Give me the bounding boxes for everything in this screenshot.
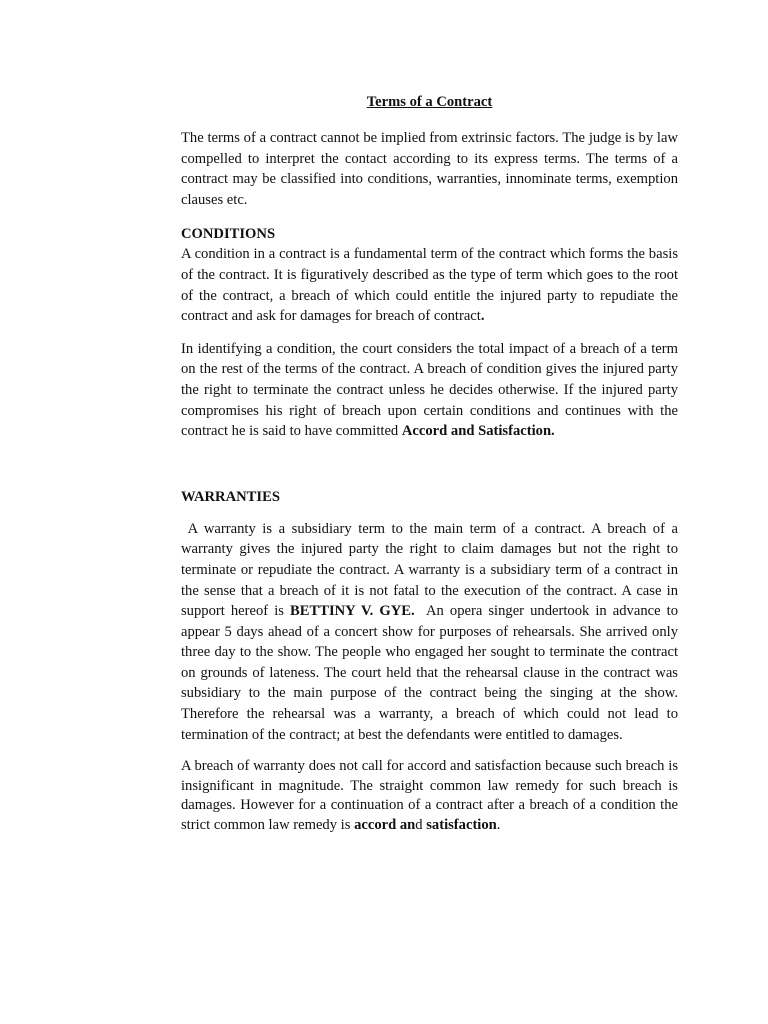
satisfaction-term: satisfaction <box>426 816 497 833</box>
warranties-p1-before: A warranty is a subsidiary term to the main term of a contract. A breach of a warranty gives the injured party the right to claim damages but not the right to terminate or repudiate the contract. A warranty is a subsidiary term of a contract in the sense that a breach of it is not fatal to the execution of the contract. A case in support hereof is <box>181 520 682 620</box>
warranties-p2-end: . <box>496 816 501 833</box>
intro-paragraph: The terms of a contract cannot be implied from extrinsic factors. The judge is by law compelled to interpret the contact according to its express terms. The terms of a contract may be classified into conditions, warranties, innominate terms, exemption clauses etc. <box>181 130 678 208</box>
conditions-paragraph-2 <box>181 339 678 442</box>
warranties-p2-mid: d <box>415 816 427 833</box>
conditions-p1-text: A condition in a contract is a fundamental term of the contract which forms the basis of the contract. It is figuratively described as the type of term which goes to the root of the contract, a breach of which could entitle the injured party to repudiate the contract and ask for damages for breach of contract <box>181 246 678 325</box>
conditions-p1-end: . <box>480 308 485 325</box>
accord-satisfaction-term: Accord and Satisfaction. <box>401 423 555 440</box>
accord-term: accord an <box>354 816 416 833</box>
document-title: Terms of a Contract <box>366 94 493 110</box>
warranties-p2-before: A breach of warranty does not call for accord and satisfaction because such breach is insignificant in magnitude. The straight common law remedy for such breach is damages. However for a continuation of a contract after a breach of a condition the strict common law remedy is <box>181 758 678 833</box>
case-name: BETTINY V. GYE. <box>290 603 415 620</box>
conditions-p2-text: In identifying a condition, the court considers the total impact of a breach of a term on the rest of the terms of the contract. A breach of condition gives the injured party the right to terminate the contract unless he decides otherwise. If the injured party compromises his right of breach upon certain conditions and continues with the contract he is said to have committed <box>181 340 678 440</box>
document-page <box>181 92 682 835</box>
warranties-paragraph-1 <box>181 519 682 746</box>
warranties-heading: WARRANTIES <box>181 488 280 505</box>
warranties-paragraph-2 <box>181 757 678 835</box>
conditions-paragraph-1 <box>181 244 678 326</box>
warranties-p1-after: An opera singer undertook in advance to appear 5 days ahead of a concert show for purposes of rehearsals. She arrived only three day to the show. The people who engaged her sought to terminate the contract on grounds of lateness. The court held that the rehearsal clause in the contract was subsidiary to the main purpose of the contract being the singing at the show. Therefore the rehearsal was a warranty, a breach of which could not lead to termination of the contract; at best the defendants were entitled to damages. <box>181 603 682 743</box>
conditions-heading: CONDITIONS <box>181 226 276 243</box>
